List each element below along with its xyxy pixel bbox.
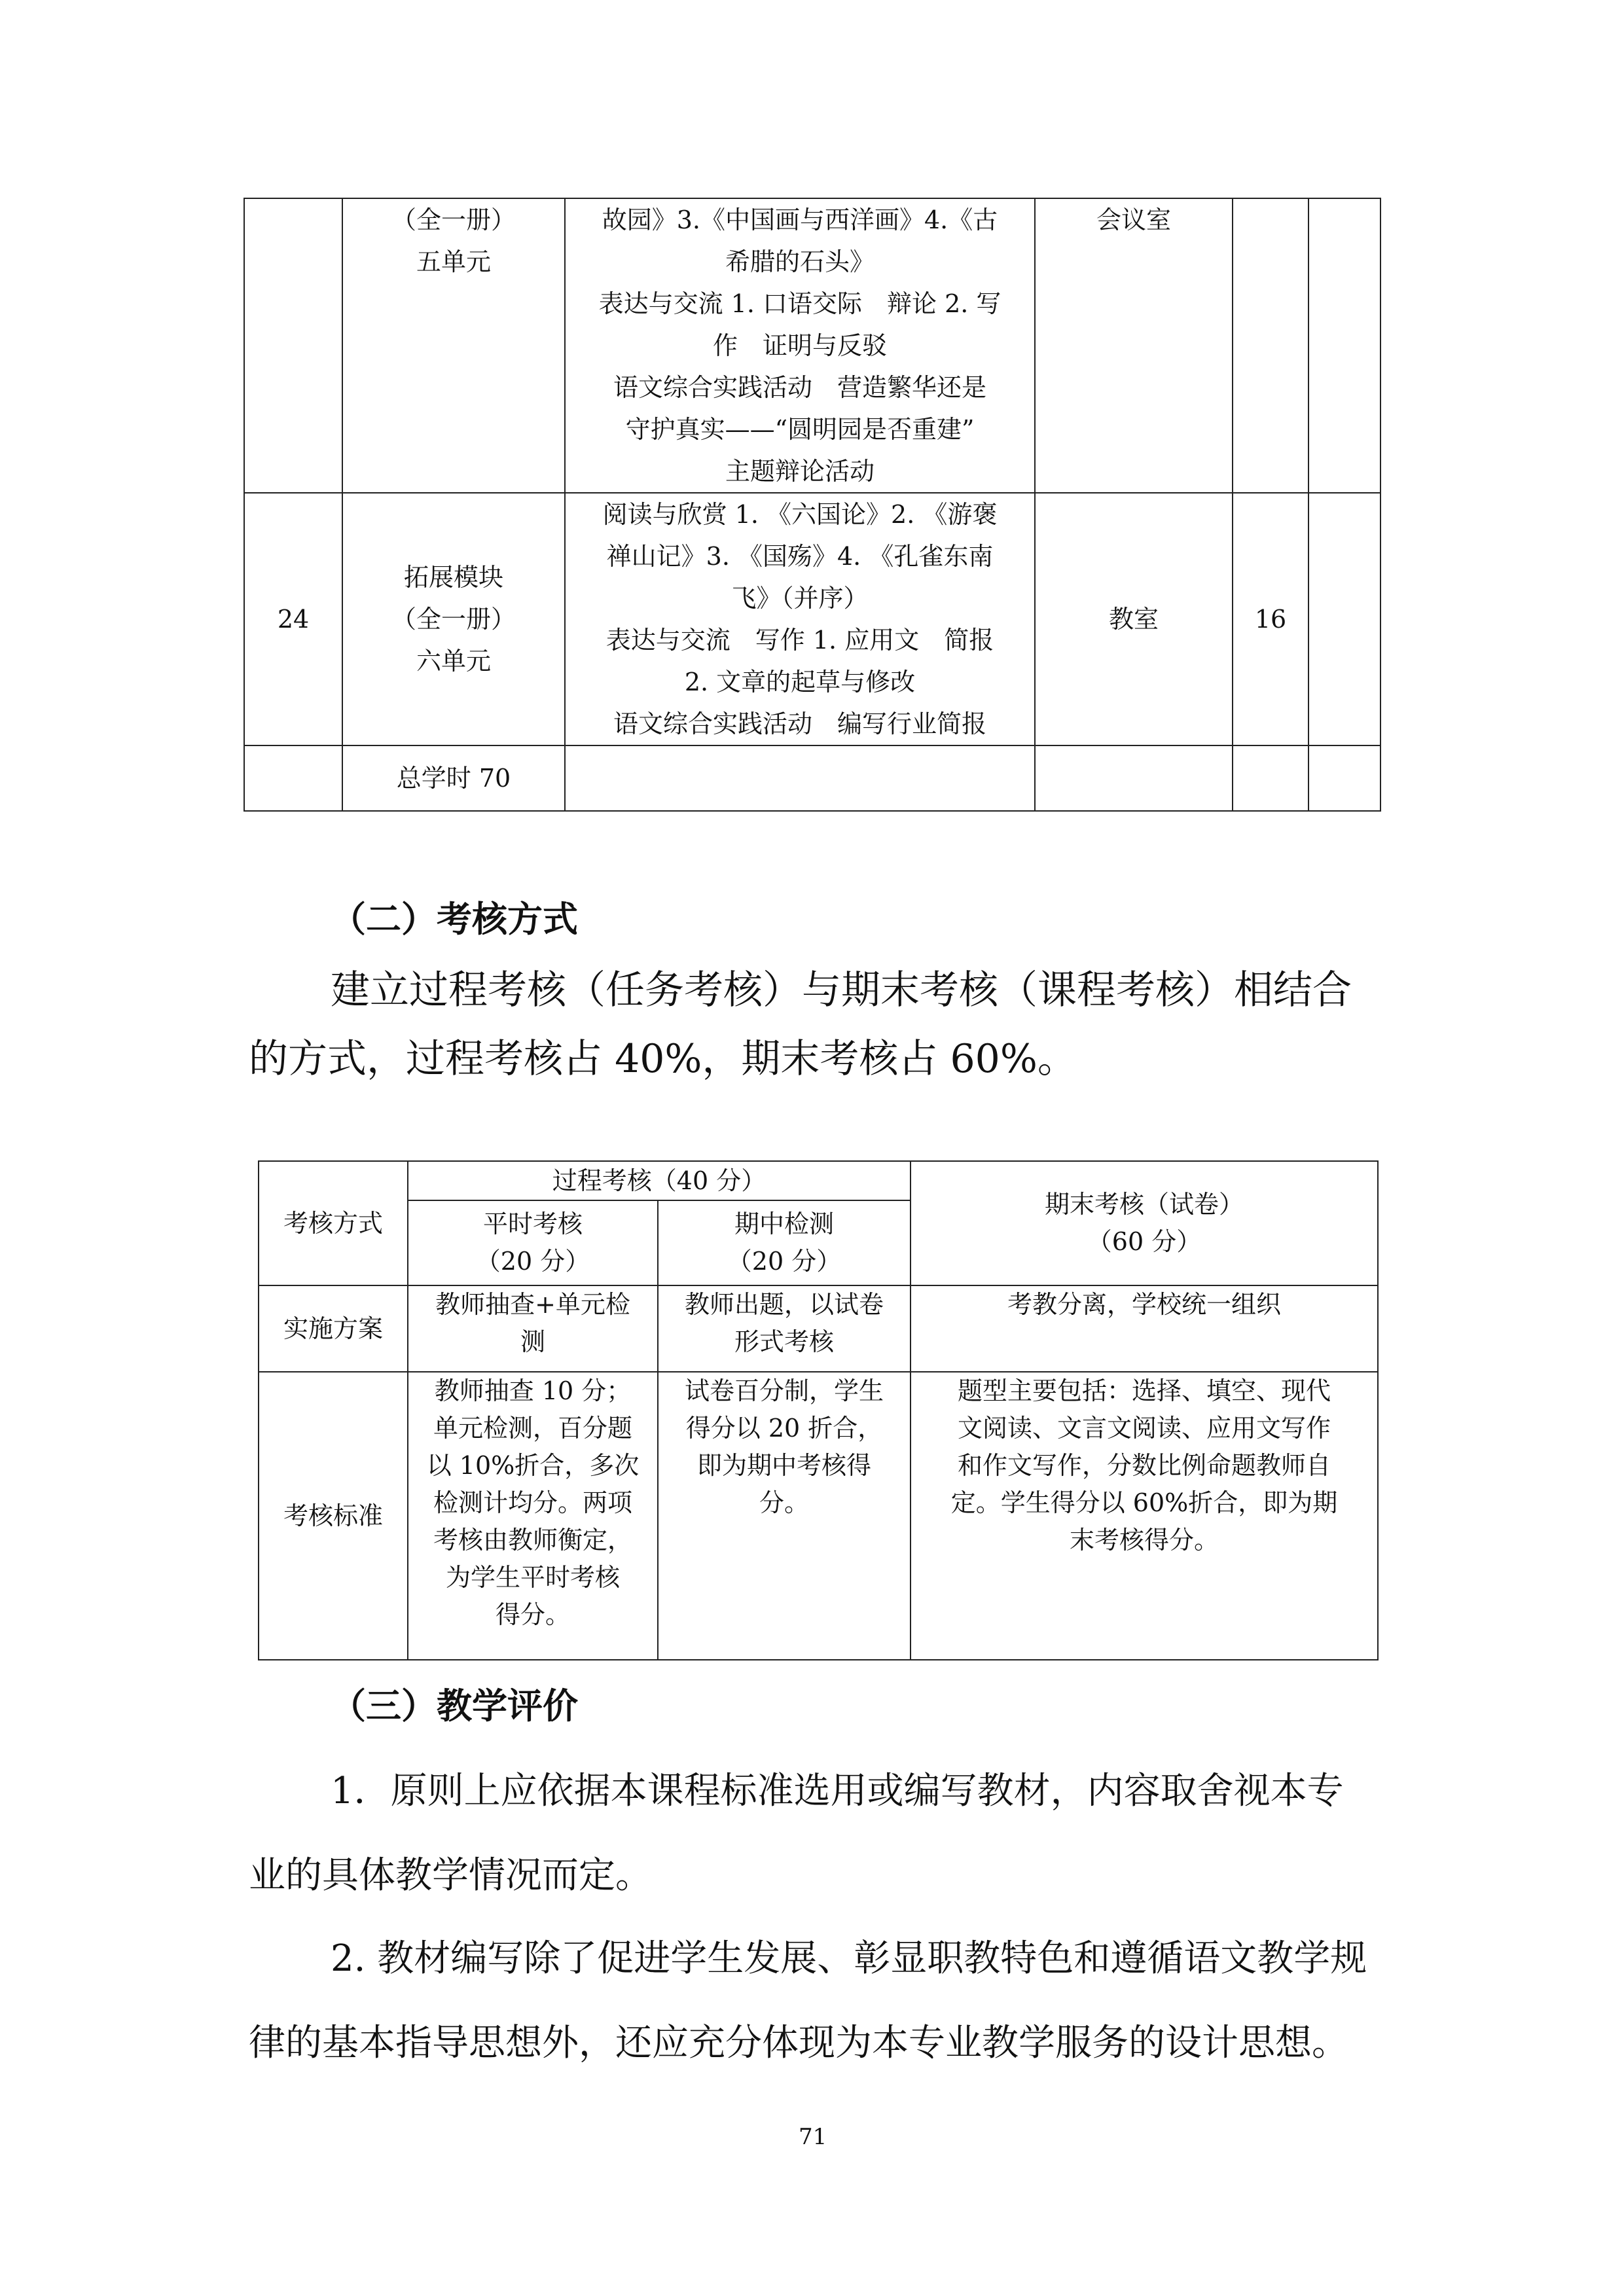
daily-header: 平时考核 （20 分） bbox=[408, 1200, 658, 1285]
row-a-content: 故园》3.《中国画与西洋画》4.《古 希腊的石头》 表达与交流 1. 口语交际 辩论 2. 写 作 证明与反驳 语文综合实践活动 营造繁华还是 守护真实——“圆明园是否重建” 主题辩论活动 bbox=[565, 198, 1035, 493]
section2-para-line1: 建立过程考核（任务考核）与期末考核（课程考核）相结合 bbox=[331, 967, 1352, 1013]
process-header: 过程考核（40 分） bbox=[408, 1161, 911, 1200]
row-a-hours bbox=[1233, 198, 1308, 493]
schedule-table-continued bbox=[244, 198, 1381, 812]
section3-heading: （三）教学评价 bbox=[331, 1685, 578, 1727]
col-method-header: 考核方式 bbox=[259, 1161, 408, 1285]
item1-line2: 业的具体教学情况而定。 bbox=[249, 1854, 652, 1897]
item1-line1: 1．原则上应依据本课程标准选用或编写教材，内容取舍视本专 bbox=[331, 1770, 1344, 1812]
row-a-num bbox=[244, 198, 342, 493]
midterm-header: 期中检测 （20 分） bbox=[658, 1200, 911, 1285]
page-number: 71 bbox=[799, 2124, 827, 2150]
impl-daily: 教师抽查+单元检 测 bbox=[408, 1285, 658, 1372]
assessment-table bbox=[258, 1160, 1379, 1660]
table-row bbox=[259, 1285, 1378, 1372]
std-daily: 教师抽查 10 分； 单元检测，百分题 以 10%折合，多次 检测计均分。两项 考核由教师衡定， 为学生平时考核 得分。 bbox=[408, 1372, 658, 1660]
row-a-note bbox=[1308, 198, 1380, 493]
std-midterm: 试卷百分制，学生 得分以 20 折合， 即为期中考核得 分。 bbox=[658, 1372, 911, 1660]
item2-line1: 2. 教材编写除了促进学生发展、彰显职教特色和遵循语文教学规 bbox=[331, 1937, 1367, 1980]
row-a-unit: （全一册） 五单元 bbox=[342, 198, 565, 493]
impl-final: 考教分离，学校统一组织 bbox=[911, 1285, 1378, 1372]
table-row bbox=[259, 1372, 1378, 1660]
row-b-content: 阅读与欣赏 1. 《六国论》2. 《游褒 禅山记》3. 《国殇》4. 《孔雀东南 飞》（并序） 表达与交流 写作 1. 应用文 简报 2. 文章的起草与修改 语文综合实践活动 编写行业简报 bbox=[565, 493, 1035, 745]
row-b-place: 教室 bbox=[1035, 493, 1233, 745]
std-label: 考核标准 bbox=[259, 1372, 408, 1660]
section2-para-line2: 的方式，过程考核占 40%，期末考核占 60%。 bbox=[249, 1036, 1077, 1082]
row-b-hours: 16 bbox=[1233, 493, 1308, 745]
table-row bbox=[244, 198, 1380, 493]
row-b-unit: 拓展模块 （全一册） 六单元 bbox=[342, 493, 565, 745]
row-b-note bbox=[1308, 493, 1380, 745]
item2-line2: 律的基本指导思想外，还应充分体现为本专业教学服务的设计思想。 bbox=[249, 2022, 1348, 2064]
final-header: 期末考核（试卷） （60 分） bbox=[911, 1161, 1378, 1285]
total-hours-label: 总学时 70 bbox=[342, 745, 565, 811]
impl-label: 实施方案 bbox=[259, 1285, 408, 1372]
row-b-num: 24 bbox=[244, 493, 342, 745]
table-row-total bbox=[244, 745, 1380, 811]
std-final: 题型主要包括：选择、填空、现代 文阅读、文言文阅读、应用文写作 和作文写作，分数比例命题教师自 定。学生得分以 60%折合，即为期 末考核得分。 bbox=[911, 1372, 1378, 1660]
impl-midterm: 教师出题，以试卷 形式考核 bbox=[658, 1285, 911, 1372]
table-row bbox=[244, 493, 1380, 745]
section2-heading: （二）考核方式 bbox=[331, 899, 578, 940]
row-a-place: 会议室 bbox=[1035, 198, 1233, 493]
